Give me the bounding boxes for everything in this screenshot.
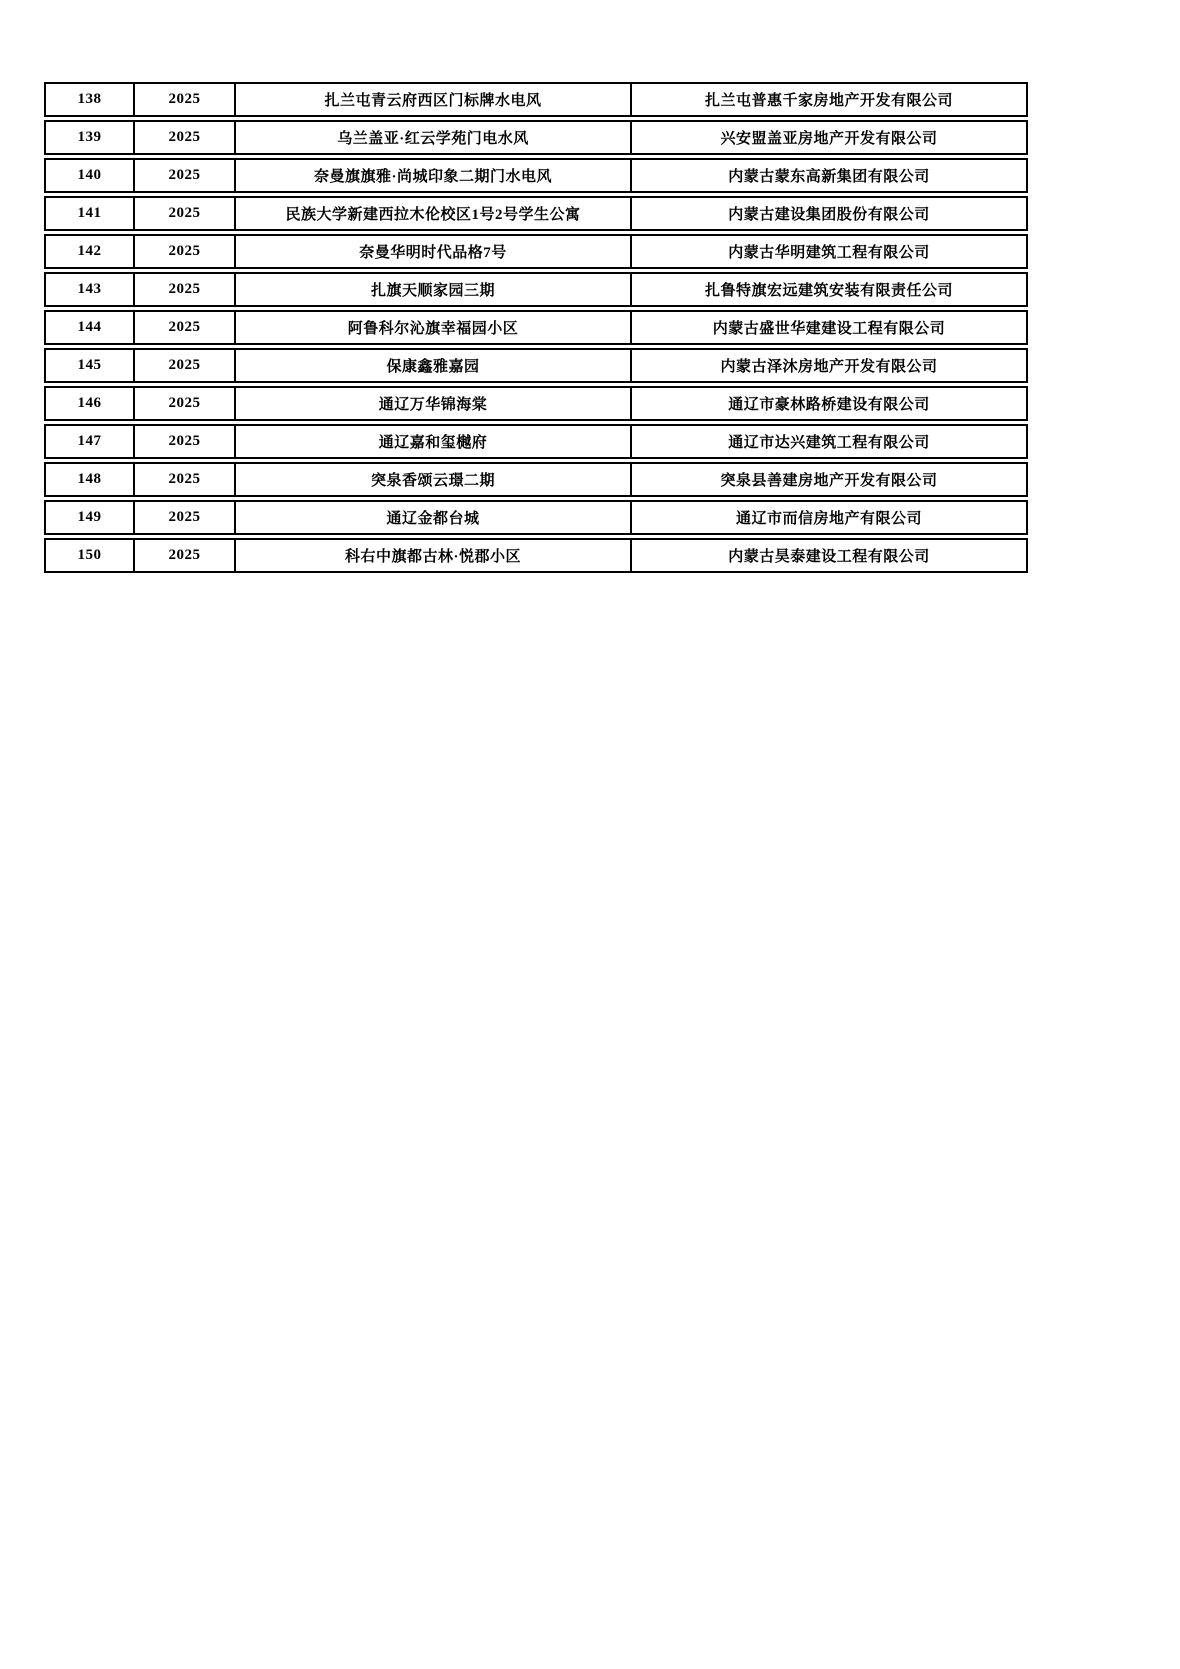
company-name-cell: 内蒙古蒙东高新集团有限公司 — [630, 160, 1026, 191]
row-number-cell: 145 — [77, 357, 102, 373]
project-name-cell: 乌兰盖亚·红云学苑门电水风 — [234, 122, 630, 153]
row-number-cell: 139 — [77, 129, 102, 145]
table-row — [44, 196, 1028, 231]
company-name-cell: 内蒙古建设集团股份有限公司 — [630, 198, 1026, 229]
company-name-cell: 内蒙古昊泰建设工程有限公司 — [630, 540, 1026, 571]
row-number-cell: 150 — [77, 547, 102, 563]
table-row — [44, 158, 1028, 193]
project-name-cell: 通辽万华锦海棠 — [234, 388, 630, 419]
row-number-cell: 148 — [77, 471, 102, 487]
projects-table — [44, 82, 1028, 576]
project-name-cell: 通辽嘉和玺樾府 — [234, 426, 630, 457]
row-number-cell: 138 — [77, 91, 102, 107]
company-name-cell: 兴安盟盖亚房地产开发有限公司 — [630, 122, 1026, 153]
row-number-cell: 147 — [77, 433, 102, 449]
row-number-cell: 146 — [77, 395, 102, 411]
year-cell: 2025 — [133, 426, 234, 457]
year-cell: 2025 — [133, 350, 234, 381]
row-number-cell: 142 — [77, 243, 102, 259]
year-cell: 2025 — [133, 122, 234, 153]
year-cell: 2025 — [133, 236, 234, 267]
table-row — [44, 538, 1028, 573]
table-row — [44, 120, 1028, 155]
project-name-cell: 保康鑫雅嘉园 — [234, 350, 630, 381]
table-row — [44, 82, 1028, 117]
table-row — [44, 348, 1028, 383]
table-row — [44, 386, 1028, 421]
project-name-cell: 科右中旗都古林·悦郡小区 — [234, 540, 630, 571]
row-number-cell: 140 — [77, 167, 102, 183]
year-cell: 2025 — [133, 312, 234, 343]
row-number-cell: 149 — [77, 509, 102, 525]
year-cell: 2025 — [133, 540, 234, 571]
table-row — [44, 462, 1028, 497]
year-cell: 2025 — [133, 274, 234, 305]
project-name-cell: 奈曼旗旗雅·尚城印象二期门水电风 — [234, 160, 630, 191]
project-name-cell: 扎兰屯青云府西区门标牌水电风 — [234, 84, 630, 115]
company-name-cell: 通辽市而信房地产有限公司 — [630, 502, 1026, 533]
year-cell: 2025 — [133, 160, 234, 191]
company-name-cell: 内蒙古泽沐房地产开发有限公司 — [630, 350, 1026, 381]
project-name-cell: 民族大学新建西拉木伦校区1号2号学生公寓 — [234, 198, 630, 229]
row-number-cell: 141 — [77, 205, 102, 221]
row-number-cell: 143 — [77, 281, 102, 297]
table-row — [44, 234, 1028, 269]
year-cell: 2025 — [133, 198, 234, 229]
company-name-cell: 内蒙古华明建筑工程有限公司 — [630, 236, 1026, 267]
table-row — [44, 310, 1028, 345]
project-name-cell: 扎旗天顺家园三期 — [234, 274, 630, 305]
project-name-cell: 阿鲁科尔沁旗幸福园小区 — [234, 312, 630, 343]
company-name-cell: 扎鲁特旗宏远建筑安装有限责任公司 — [630, 274, 1026, 305]
company-name-cell: 内蒙古盛世华建建设工程有限公司 — [630, 312, 1026, 343]
project-name-cell: 通辽金都台城 — [234, 502, 630, 533]
row-number-cell: 144 — [77, 319, 102, 335]
year-cell: 2025 — [133, 464, 234, 495]
company-name-cell: 通辽市达兴建筑工程有限公司 — [630, 426, 1026, 457]
company-name-cell: 通辽市豪林路桥建设有限公司 — [630, 388, 1026, 419]
table-row — [44, 272, 1028, 307]
project-name-cell: 突泉香颂云璟二期 — [234, 464, 630, 495]
company-name-cell: 扎兰屯普惠千家房地产开发有限公司 — [630, 84, 1026, 115]
year-cell: 2025 — [133, 388, 234, 419]
year-cell: 2025 — [133, 502, 234, 533]
year-cell: 2025 — [133, 84, 234, 115]
company-name-cell: 突泉县善建房地产开发有限公司 — [630, 464, 1026, 495]
project-name-cell: 奈曼华明时代品格7号 — [234, 236, 630, 267]
table-row — [44, 424, 1028, 459]
table-row — [44, 500, 1028, 535]
